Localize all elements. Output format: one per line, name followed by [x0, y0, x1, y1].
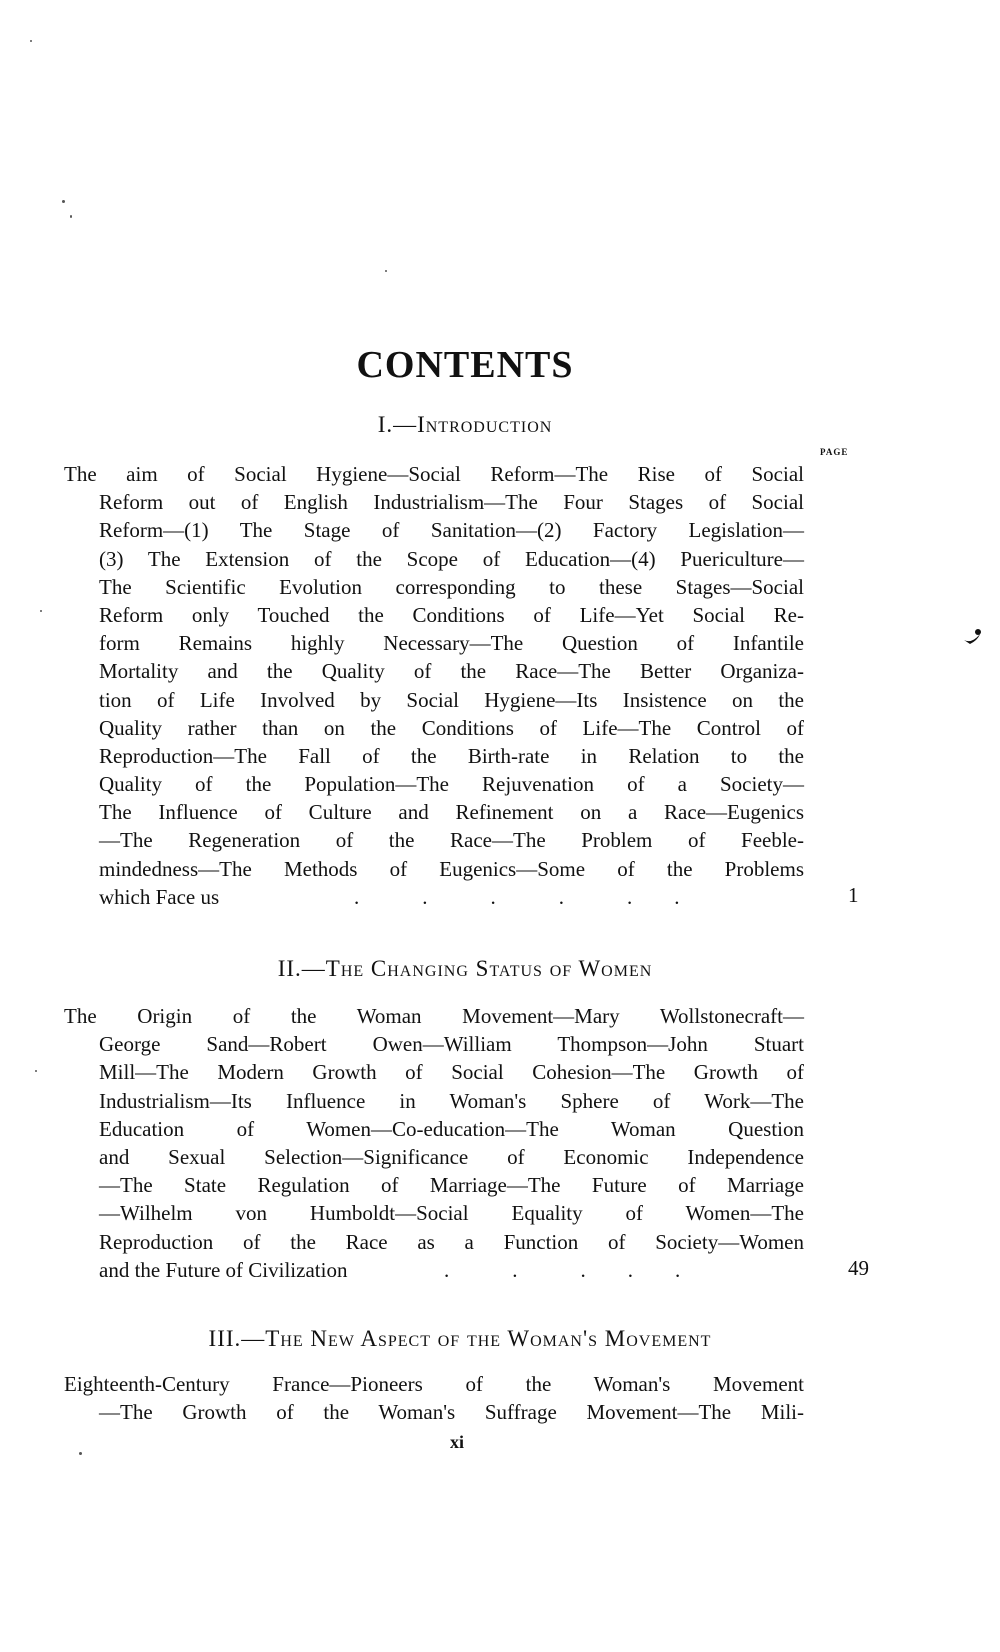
summary-line: Reform out of English Industrialism—The Four Stages of Social [99, 490, 804, 515]
summary-line: Reform only Touched the Conditions of Life—Yet Social Re- [99, 602, 804, 627]
summary-line: —The State Regulation of Marriage—The Future of Marriage [99, 1173, 804, 1198]
chapter-3-heading: III.—The New Aspect of the Woman's Movement [208, 1326, 712, 1351]
speck [70, 215, 72, 218]
summary-line: —The Growth of the Woman's Suffrage Movement—The Mili- [99, 1400, 804, 1425]
summary-line: The Origin of the Woman Movement—Mary Wollstonecraft— [64, 1004, 804, 1028]
chapter-3-summary [64, 1370, 804, 1426]
speck [79, 1452, 82, 1455]
page-folio: xi [450, 1432, 465, 1452]
summary-line: The Influence of Culture and Refinement on a Race—Eugenics [99, 800, 804, 825]
summary-line: Quality rather than on the Conditions of Life—The Control of [99, 715, 804, 740]
chapter-1-page-number: 1 [848, 883, 859, 907]
chapter-2-page-number: 49 [848, 1256, 869, 1280]
summary-line: Education of Women—Co-education—The Woman Question [99, 1116, 804, 1141]
ink-mark-icon [960, 626, 984, 646]
summary-last-line [99, 1256, 804, 1284]
chapter-1-summary [64, 460, 804, 911]
summary-line: and Sexual Selection—Significance of Economic Independence [99, 1144, 804, 1169]
summary-line: Industrialism—Its Influence in Woman's Sphere of Work—The [99, 1088, 804, 1113]
speck [385, 270, 387, 272]
speck [62, 200, 65, 203]
summary-line: The aim of Social Hygiene—Social Reform—The Rise of Social [64, 462, 804, 486]
summary-last-line [99, 883, 804, 911]
summary-line: Quality of the Population—The Rejuvenation of a Society— [99, 772, 804, 797]
speck [35, 1070, 37, 1072]
summary-line: and the Future of Civilization [99, 1257, 348, 1282]
dot-leader: . . . . . . [354, 884, 680, 909]
summary-line: Mill—The Modern Growth of Social Cohesion—The Growth of [99, 1060, 804, 1085]
dot-leader: . . . . . [444, 1257, 681, 1282]
summary-line: Reform—(1) The Stage of Sanitation—(2) Factory Legislation— [99, 518, 804, 543]
speck [30, 40, 32, 42]
page-column-label: PAGE [820, 447, 849, 457]
summary-line: —Wilhelm von Humboldt—Social Equality of Women—The [99, 1201, 804, 1226]
summary-line: tion of Life Involved by Social Hygiene—Its Insistence on the [99, 687, 804, 712]
summary-line: The Scientific Evolution corresponding to these Stages—Social [99, 574, 804, 599]
chapter-1-heading: I.—Introduction [377, 412, 553, 437]
summary-line: form Remains highly Necessary—The Question of Infantile [99, 631, 804, 656]
summary-line: Mortality and the Quality of the Race—The Better Organiza- [99, 659, 804, 684]
summary-line: Reproduction—The Fall of the Birth-rate in Relation to the [99, 743, 804, 768]
page-title: CONTENTS [356, 344, 574, 387]
summary-line: George Sand—Robert Owen—William Thompson—John Stuart [99, 1032, 804, 1057]
summary-line: Eighteenth-Century France—Pioneers of the Woman's Movement [64, 1372, 804, 1396]
summary-line: mindedness—The Methods of Eugenics—Some of the Problems [99, 856, 804, 881]
speck [40, 610, 42, 612]
summary-line: which Face us [99, 884, 220, 909]
summary-line: (3) The Extension of the Scope of Education—(4) Puericulture— [99, 546, 804, 571]
chapter-2-heading: II.—The Changing Status of Women [277, 956, 653, 981]
summary-line: —The Regeneration of the Race—The Problem of Feeble- [99, 828, 804, 853]
summary-line: Reproduction of the Race as a Function of Society—Women [99, 1229, 804, 1254]
chapter-2-summary [64, 1002, 804, 1284]
